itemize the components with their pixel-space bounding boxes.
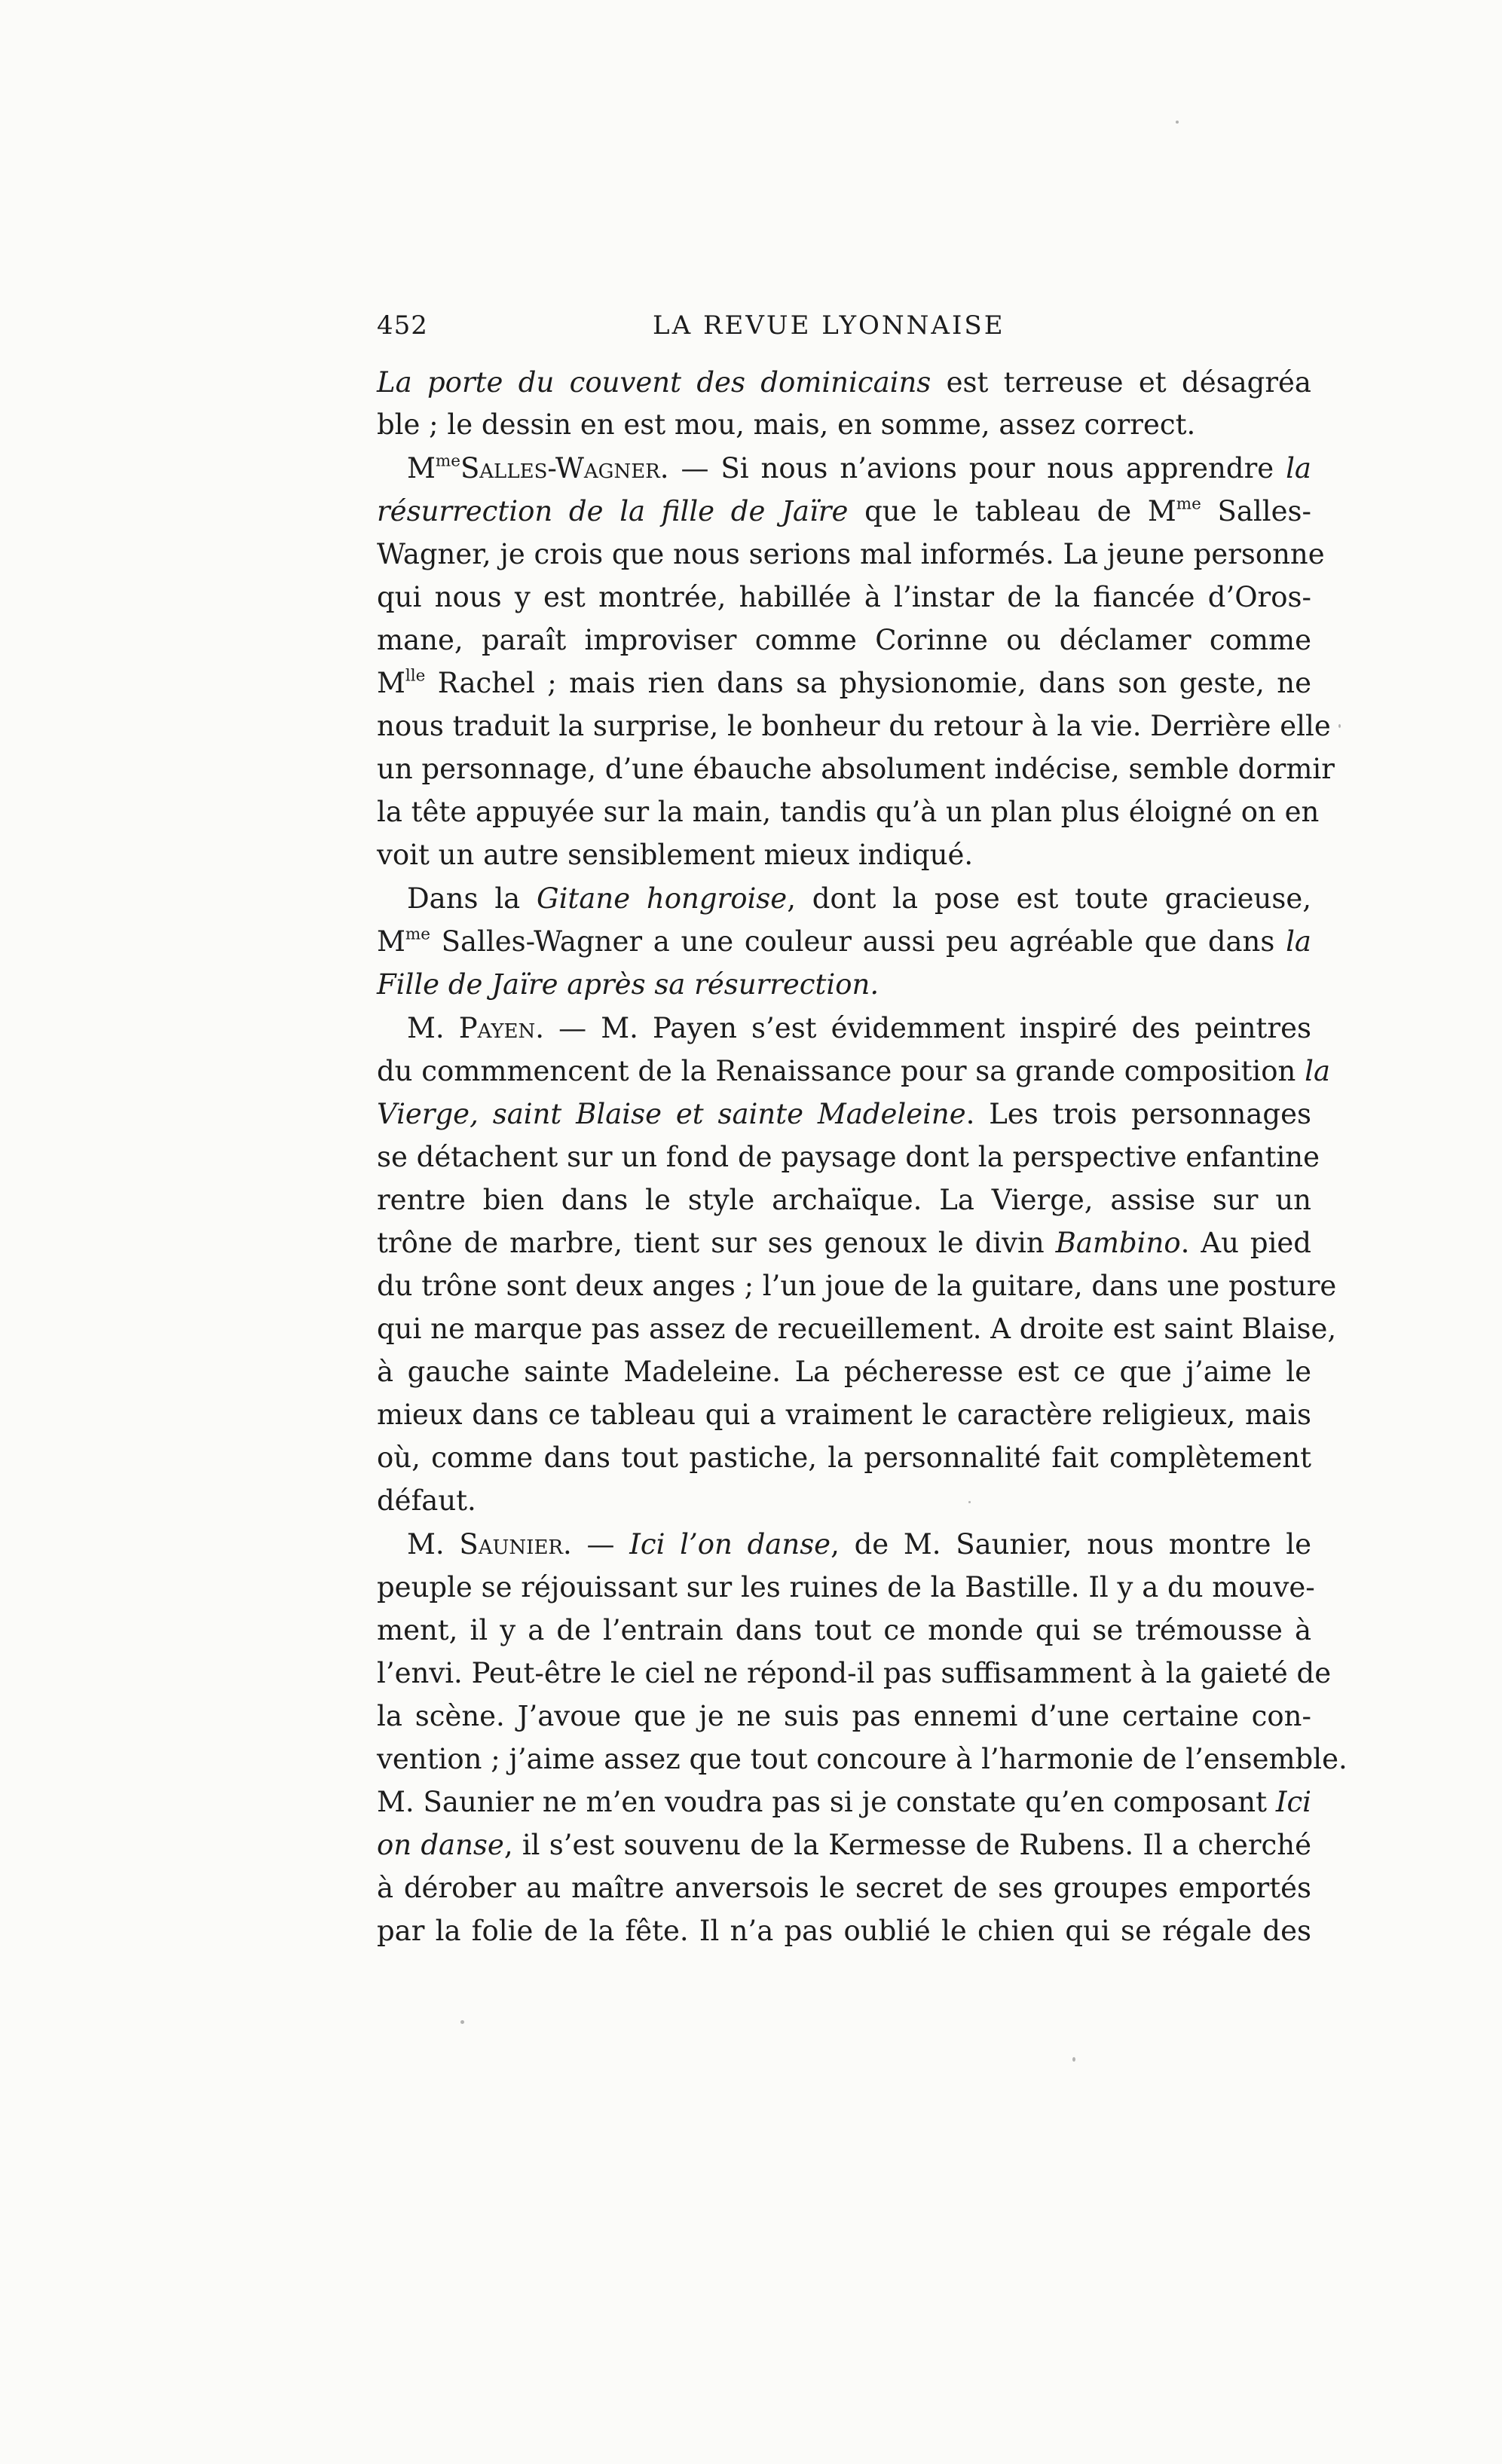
text-line: ment, il y a de l’entrain dans tout ce monde qui se trémousse à	[377, 1614, 1311, 1646]
text-line: du commmencent de la Renaissance pour sa grande composition la	[377, 1055, 1331, 1087]
artwork-title: la	[1286, 925, 1311, 958]
text-line: défaut.	[377, 1484, 476, 1517]
text-line: qui nous y est montrée, habillée à l’instar de la fiancée d’Oros-	[377, 581, 1311, 613]
text-line: Vierge, saint Blaise et sainte Madeleine. Les trois personnages	[377, 1098, 1311, 1130]
artwork-title: Fille de Jaïre après sa résurrection.	[377, 968, 879, 1001]
text-line: Dans la Gitane hongroise, dont la pose est toute gracieuse,	[407, 882, 1312, 915]
artist-name: Salles-Wagner	[460, 452, 660, 485]
page-header	[377, 310, 1017, 348]
text-line: mane, paraît improviser comme Corinne ou déclamer comme	[377, 624, 1311, 656]
artwork-title: Bambino	[1055, 1227, 1181, 1259]
scan-speck	[1176, 121, 1179, 124]
text-line: trône de marbre, tient sur ses genoux le divin Bambino. Au pied	[377, 1227, 1311, 1259]
text-line: peuple se réjouissant sur les ruines de la Bastille. Il y a du mouve-	[377, 1571, 1315, 1603]
artwork-title: Gitane hongroise	[537, 882, 788, 915]
artwork-title: la	[1305, 1055, 1331, 1087]
artwork-title: Ici l’on danse	[629, 1528, 831, 1561]
text-line: on danse, il s’est souvenu de la Kermesse de Rubens. Il a cherché	[377, 1829, 1312, 1861]
scan-speck	[968, 1501, 971, 1503]
text-line: l’envi. Peut-être le ciel ne répond-il pas suffisamment à la gaieté de	[377, 1657, 1332, 1689]
running-title: LA REVUE LYONNAISE	[653, 310, 1005, 341]
text-line: La porte du couvent des dominicains est terreuse et désagréa	[377, 366, 1311, 399]
artist-name: Saunier	[459, 1528, 564, 1561]
text-line: la tête appuyée sur la main, tandis qu’à un plan plus éloigné on en	[377, 796, 1320, 828]
artwork-title: La porte du couvent des dominicains	[377, 366, 931, 399]
artwork-title: la	[1286, 452, 1311, 485]
text-line: $M^{lle}$ Rachel ; mais rien dans sa physionomie, dans son geste, ne	[377, 666, 1311, 699]
text-line: $M^{me}$ Salles-Wagner a une couleur aussi peu agréable que dans la	[377, 925, 1311, 958]
scan-speck	[460, 2020, 464, 2024]
text-line: ble ; le dessin en est mou, mais, en somme, assez correct.	[377, 408, 1196, 441]
text-line: à dérober au maître anversois le secret de ses groupes emportés	[377, 1872, 1311, 1904]
text-line: vention ; j’aime assez que tout concoure à l’harmonie de l’ensemble.	[377, 1743, 1348, 1775]
page-number: 452	[377, 310, 428, 341]
text-line: Wagner, je crois que nous serions mal informés. La jeune personne	[377, 538, 1325, 570]
text-line: à gauche sainte Madeleine. La pécheresse est ce que j’aime le	[377, 1356, 1311, 1388]
text-line: M. Saunier. — Ici l’on danse, de M. Saunier, nous montre le	[407, 1528, 1311, 1561]
text-line: la scène. J’avoue que je ne suis pas ennemi d’une certaine con-	[377, 1700, 1311, 1732]
text-line: se détachent sur un fond de paysage dont la perspective enfantine	[377, 1141, 1320, 1173]
artwork-title: résurrection de la fille de Jaïre	[377, 495, 849, 527]
text-line: par la folie de la fête. Il n’a pas oublié le chien qui se régale des	[377, 1915, 1311, 1947]
artwork-title: on danse	[377, 1829, 504, 1861]
text-line: où, comme dans tout pastiche, la personnalité fait complètement	[377, 1441, 1311, 1474]
artwork-title: Ici	[1275, 1786, 1311, 1818]
artwork-title: Vierge, saint Blaise et sainte Madeleine	[377, 1098, 966, 1130]
text-line: un personnage, d’une ébauche absolument indécise, semble dormir	[377, 753, 1335, 785]
text-line: M. Payen. — M. Payen s’est évidemment inspiré des peintres	[407, 1012, 1311, 1044]
text-line: du trône sont deux anges ; l’un joue de la guitare, dans une posture	[377, 1270, 1337, 1302]
text-line: résurrection de la fille de Jaïre que le tableau de $M^{me}$ Salles-	[377, 494, 1311, 527]
text-line: rentre bien dans le style archaïque. La Vierge, assise sur un	[377, 1184, 1311, 1216]
text-line: voit un autre sensiblement mieux indiqué.	[377, 839, 974, 871]
artist-name: Payen	[458, 1012, 536, 1044]
text-line: qui ne marque pas assez de recueillement. A droite est saint Blaise,	[377, 1313, 1337, 1345]
scan-speck	[1338, 724, 1341, 728]
text-line: $M^{me}Salles$-Wagner. — Si nous n’avions pour nous apprendre la	[407, 451, 1311, 485]
text-line	[377, 964, 1311, 1006]
text-line: mieux dans ce tableau qui a vraiment le caractère religieux, mais	[377, 1399, 1311, 1431]
text-line: M. Saunier ne m’en voudra pas si je constate qu’en composant Ici	[377, 1786, 1311, 1818]
scan-speck	[1072, 2057, 1075, 2062]
text-line: nous traduit la surprise, le bonheur du retour à la vie. Derrière elle	[377, 710, 1331, 742]
